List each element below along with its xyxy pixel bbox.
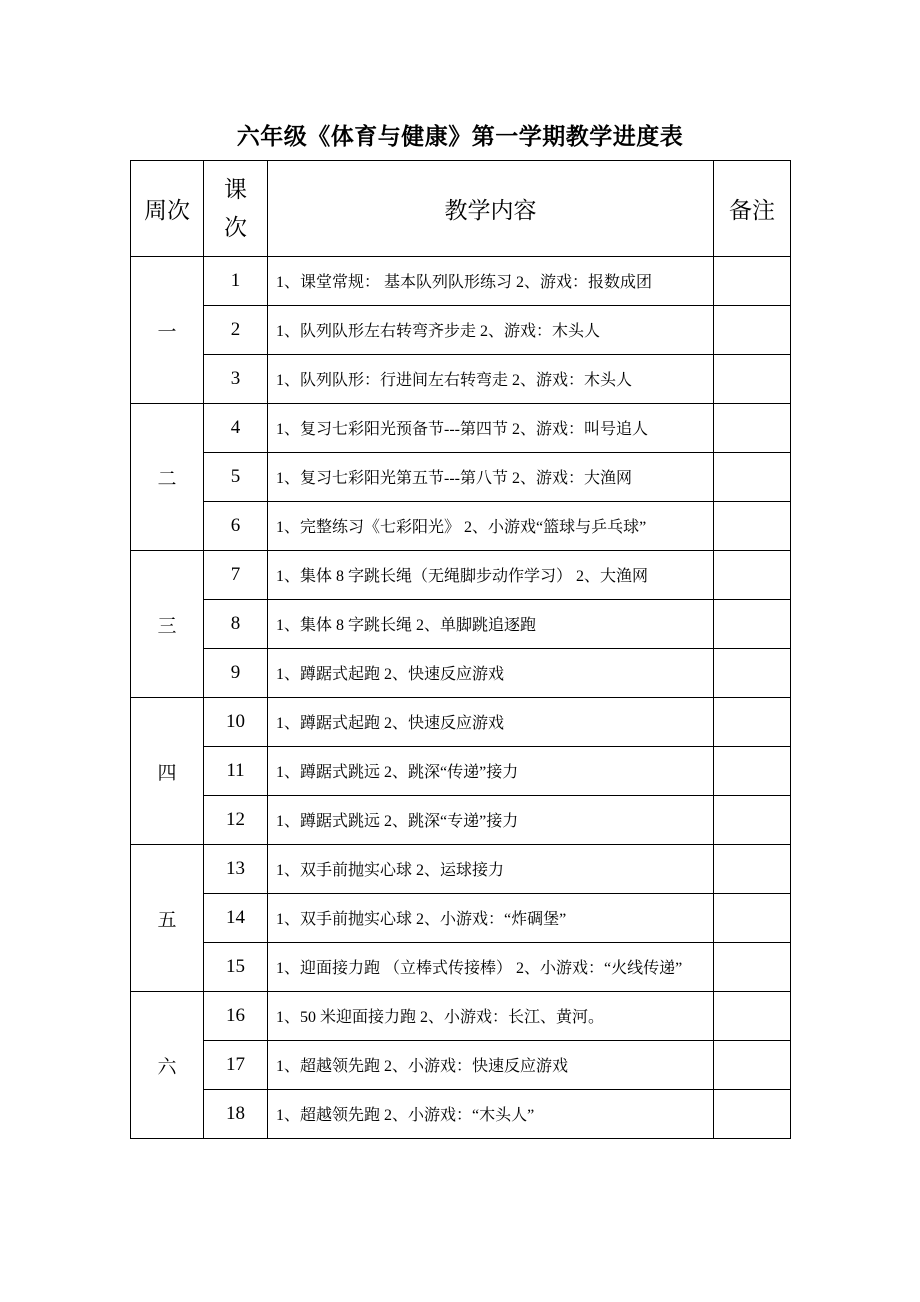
content-cell: 1、集体 8 字跳长绳 2、单脚跳追逐跑 — [268, 600, 714, 649]
note-cell — [714, 943, 791, 992]
table-row — [131, 551, 791, 600]
content-cell: 1、迎面接力跑 （立棒式传接棒） 2、小游戏：“火线传递” — [268, 943, 714, 992]
table-row — [131, 992, 791, 1041]
content-cell: 1、蹲踞式跳远 2、跳深“专递”接力 — [268, 796, 714, 845]
content-cell: 1、集体 8 字跳长绳（无绳脚步动作学习） 2、大渔网 — [268, 551, 714, 600]
week-cell: 五 — [131, 845, 204, 992]
note-cell — [714, 600, 791, 649]
note-cell — [714, 845, 791, 894]
note-cell — [714, 649, 791, 698]
note-cell — [714, 796, 791, 845]
table-row — [131, 796, 791, 845]
lesson-cell: 11 — [204, 747, 268, 796]
note-cell — [714, 551, 791, 600]
note-cell — [714, 453, 791, 502]
header-lesson-char-2: 次 — [224, 214, 247, 241]
table-row — [131, 453, 791, 502]
table-row — [131, 257, 791, 306]
content-cell: 1、双手前抛实心球 2、小游戏：“炸碉堡” — [268, 894, 714, 943]
content-cell: 1、队列队形左右转弯齐步走 2、游戏：木头人 — [268, 306, 714, 355]
lesson-cell: 10 — [204, 698, 268, 747]
table-row — [131, 1041, 791, 1090]
lesson-cell: 8 — [204, 600, 268, 649]
lesson-cell: 12 — [204, 796, 268, 845]
header-content: 教学内容 — [268, 161, 714, 257]
note-cell — [714, 1041, 791, 1090]
note-cell — [714, 502, 791, 551]
note-cell — [714, 257, 791, 306]
week-cell: 三 — [131, 551, 204, 698]
week-cell: 二 — [131, 404, 204, 551]
lesson-cell: 17 — [204, 1041, 268, 1090]
note-cell — [714, 894, 791, 943]
note-cell — [714, 1090, 791, 1139]
lesson-cell: 7 — [204, 551, 268, 600]
lesson-cell: 1 — [204, 257, 268, 306]
lesson-cell: 18 — [204, 1090, 268, 1139]
table-row — [131, 943, 791, 992]
header-lesson — [204, 161, 268, 257]
table-row — [131, 355, 791, 404]
content-cell: 1、完整练习《七彩阳光》 2、小游戏“篮球与乒乓球” — [268, 502, 714, 551]
table-row — [131, 502, 791, 551]
content-cell: 1、蹲踞式起跑 2、快速反应游戏 — [268, 698, 714, 747]
week-cell: 一 — [131, 257, 204, 404]
table-row — [131, 845, 791, 894]
table-row — [131, 404, 791, 453]
lesson-cell: 16 — [204, 992, 268, 1041]
content-cell: 1、蹲踞式起跑 2、快速反应游戏 — [268, 649, 714, 698]
content-cell: 1、50 米迎面接力跑 2、小游戏：长江、黄河。 — [268, 992, 714, 1041]
table-row — [131, 649, 791, 698]
content-cell: 1、双手前抛实心球 2、运球接力 — [268, 845, 714, 894]
lesson-cell: 13 — [204, 845, 268, 894]
note-cell — [714, 698, 791, 747]
content-cell: 1、超越领先跑 2、小游戏：快速反应游戏 — [268, 1041, 714, 1090]
page-title: 六年级《体育与健康》第一学期教学进度表 — [236, 124, 684, 150]
lesson-cell: 9 — [204, 649, 268, 698]
lesson-cell: 15 — [204, 943, 268, 992]
header-lesson-char-1: 课 — [224, 176, 247, 203]
schedule-body — [131, 257, 791, 1139]
content-cell: 1、复习七彩阳光第五节---第八节 2、游戏：大渔网 — [268, 453, 714, 502]
header-note: 备注 — [714, 161, 791, 257]
table-row — [131, 600, 791, 649]
table-row — [131, 306, 791, 355]
lesson-cell: 14 — [204, 894, 268, 943]
note-cell — [714, 747, 791, 796]
content-cell: 1、超越领先跑 2、小游戏：“木头人” — [268, 1090, 714, 1139]
week-cell: 四 — [131, 698, 204, 845]
lesson-cell: 5 — [204, 453, 268, 502]
table-row — [131, 698, 791, 747]
lesson-cell: 3 — [204, 355, 268, 404]
lesson-cell: 6 — [204, 502, 268, 551]
table-row — [131, 747, 791, 796]
table-row — [131, 894, 791, 943]
content-cell: 1、课堂常规： 基本队列队形练习 2、游戏：报数成团 — [268, 257, 714, 306]
lesson-cell: 4 — [204, 404, 268, 453]
content-cell: 1、复习七彩阳光预备节---第四节 2、游戏：叫号追人 — [268, 404, 714, 453]
note-cell — [714, 404, 791, 453]
content-cell: 1、队列队形：行进间左右转弯走 2、游戏：木头人 — [268, 355, 714, 404]
table-row — [131, 1090, 791, 1139]
lesson-cell: 2 — [204, 306, 268, 355]
note-cell — [714, 355, 791, 404]
week-cell: 六 — [131, 992, 204, 1139]
note-cell — [714, 992, 791, 1041]
content-cell: 1、蹲踞式跳远 2、跳深“传递”接力 — [268, 747, 714, 796]
note-cell — [714, 306, 791, 355]
header-row — [131, 161, 791, 257]
schedule-table — [130, 160, 791, 1139]
header-week: 周次 — [131, 161, 204, 257]
